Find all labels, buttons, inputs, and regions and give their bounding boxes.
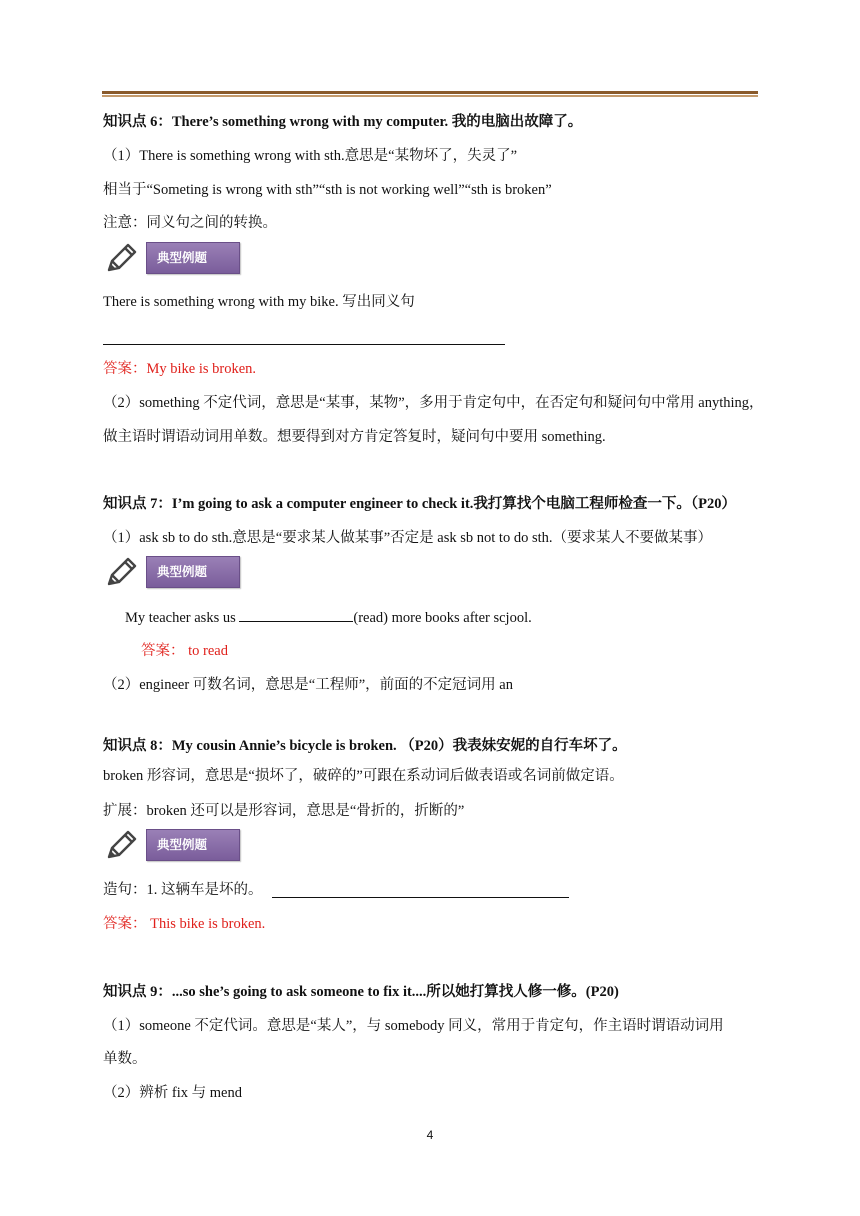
section-6-note: 注意：同义句之间的转换。 <box>103 215 277 231</box>
section-9-heading: 知识点 9：...so she’s going to ask someone to fix it....所以她打算找人修一修。(P20) <box>103 984 619 1000</box>
example-badge-7 <box>103 554 243 590</box>
example-badge-8 <box>103 827 243 863</box>
section-7-point-1: （1）ask sb to do sth.意思是“要求某人做某事”否定是 ask sb not to do sth.（要求某人不要做某事） <box>103 530 712 546</box>
section-7-question <box>125 607 532 628</box>
header-rule-accent <box>102 95 758 97</box>
pencil-icon <box>103 556 139 590</box>
section-7-answer: 答案： to read <box>141 643 228 659</box>
section-6-point-3-line-2: 做主语时谓语动词用单数。想要得到对方肯定答复时，疑问句中要用 something. <box>103 429 606 445</box>
section-6-point-2: 相当于“Someting is wrong with sth”“sth is not working well”“sth is broken” <box>103 182 552 198</box>
section-7-point-2: （2）engineer 可数名词，意思是“工程师”，前面的不定冠词用 an <box>103 677 513 693</box>
section-6-question: There is something wrong with my bike. 写出同义句 <box>103 294 415 310</box>
pencil-icon <box>103 829 139 863</box>
section-6-heading: 知识点 6：There’s something wrong with my computer. 我的电脑出故障了。 <box>103 114 583 130</box>
example-label: 典型例题 <box>146 242 240 274</box>
section-6-point-3-line-1: （2）something 不定代词，意思是“某事，某物”，多用于肯定句中，在否定句和疑问句中常用 anything， <box>103 395 764 411</box>
pencil-icon <box>103 242 139 276</box>
example-badge-6 <box>103 240 243 276</box>
header-rule <box>102 91 758 94</box>
section-8-answer: 答案： This bike is broken. <box>103 916 266 932</box>
section-8-heading: 知识点 8：My cousin Annie’s bicycle is broken. （P20）我表妹安妮的自行车坏了。 <box>103 738 627 754</box>
section-6-point-1: （1）There is something wrong with sth.意思是“某物坏了，失灵了” <box>103 148 518 164</box>
page-number: 4 <box>426 1128 434 1142</box>
question-text-before: My teacher asks us <box>125 610 240 626</box>
example-label: 典型例题 <box>146 556 240 588</box>
answer-blank-8 <box>272 897 569 898</box>
section-8-point-1: broken 形容词，意思是“损坏了，破碎的”可跟在系动词后做表语或名词前做定语。 <box>103 768 624 784</box>
answer-blank-7 <box>239 607 353 622</box>
example-label: 典型例题 <box>146 829 240 861</box>
section-9-point-1-line-2: 单数。 <box>103 1051 147 1067</box>
section-7-heading: 知识点 7：I’m going to ask a computer engineer to check it.我打算找个电脑工程师检查一下。（P20） <box>103 496 736 512</box>
section-9-point-2: （2）辨析 fix 与 mend <box>103 1085 242 1101</box>
question-text-after: (read) more books after scjool. <box>353 610 532 626</box>
section-8-extension: 扩展：broken 还可以是形容词，意思是“骨折的，折断的” <box>103 803 465 819</box>
section-6-answer: 答案：My bike is broken. <box>103 361 257 377</box>
section-8-question: 造句：1. 这辆车是坏的。 <box>103 882 263 898</box>
section-9-point-1-line-1: （1）someone 不定代词。意思是“某人”，与 somebody 同义，常用于肯定句，作主语时谓语动词用 <box>103 1018 724 1034</box>
answer-blank-6 <box>103 344 505 345</box>
